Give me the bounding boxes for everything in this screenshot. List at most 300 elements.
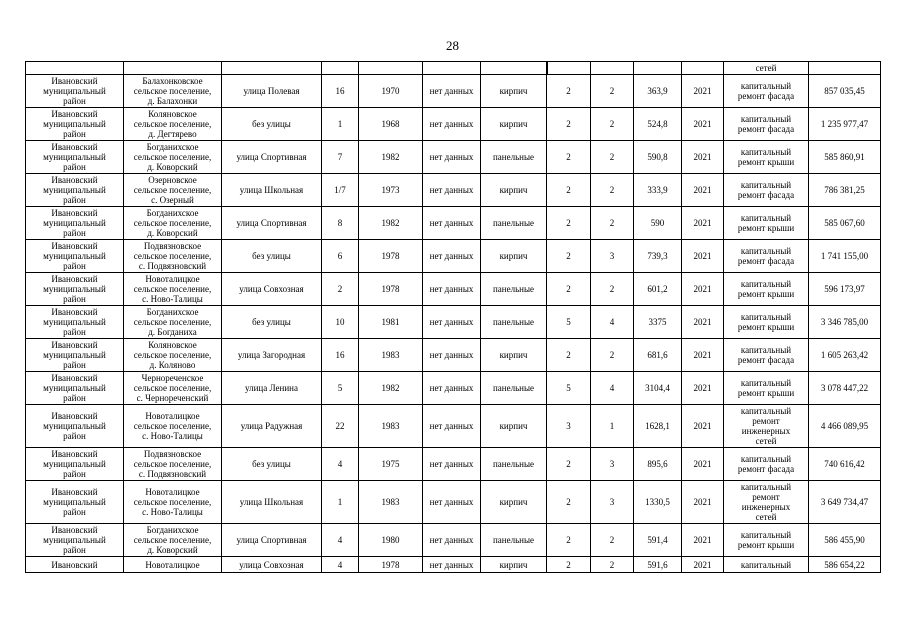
continuation-cell bbox=[481, 62, 547, 75]
street-text: без улицы bbox=[252, 459, 291, 469]
street-cell bbox=[222, 557, 322, 573]
wall-info-cell bbox=[423, 557, 481, 573]
settlement-text: Новоталицкое сельское поселение, с. Ново-Талицы bbox=[133, 487, 212, 517]
work-type-text: капитальный bbox=[740, 559, 792, 570]
wall-material-text: кирпич bbox=[499, 559, 528, 570]
municipality-cell bbox=[26, 524, 124, 557]
cost-cell bbox=[809, 524, 881, 557]
repair-year-cell bbox=[682, 108, 724, 141]
year-built-cell bbox=[359, 481, 423, 524]
year-built-cell bbox=[359, 372, 423, 405]
cost-text: 585 067,60 bbox=[824, 218, 865, 228]
work-type-text: капитальный ремонт крыши bbox=[737, 147, 795, 167]
settlement-cell bbox=[124, 273, 222, 306]
entrances-cell bbox=[591, 306, 634, 339]
work-type-text: капитальный ремонт фасада bbox=[737, 246, 795, 266]
cost-cell bbox=[809, 273, 881, 306]
house-number-cell bbox=[322, 557, 359, 573]
year-built-text: 1975 bbox=[381, 459, 400, 469]
street-text: улица Спортивная bbox=[236, 218, 307, 228]
wall-material-cell bbox=[481, 141, 547, 174]
house-number-text: 4 bbox=[337, 459, 343, 469]
table-row bbox=[26, 405, 881, 448]
entrances-text: 2 bbox=[609, 218, 615, 228]
year-built-text: 1983 bbox=[381, 421, 400, 431]
cost-cell bbox=[809, 339, 881, 372]
year-built-cell bbox=[359, 174, 423, 207]
year-built-cell bbox=[359, 75, 423, 108]
house-number-cell bbox=[322, 448, 359, 481]
street-cell bbox=[222, 372, 322, 405]
settlement-text: Богданихское сельское поселение, д. Коворский bbox=[133, 525, 212, 555]
work-type-cell bbox=[724, 75, 809, 108]
street-cell bbox=[222, 524, 322, 557]
area-cell bbox=[634, 207, 682, 240]
year-built-text: 1982 bbox=[381, 383, 400, 393]
year-built-cell bbox=[359, 339, 423, 372]
entrances-text: 2 bbox=[609, 119, 615, 129]
cost-cell bbox=[809, 481, 881, 524]
cost-text: 1 235 977,47 bbox=[820, 119, 869, 129]
wall-info-cell bbox=[423, 174, 481, 207]
area-text: 3375 bbox=[648, 317, 667, 327]
area-cell bbox=[634, 339, 682, 372]
wall-material-cell bbox=[481, 372, 547, 405]
wall-material-cell bbox=[481, 448, 547, 481]
floors-cell bbox=[547, 240, 591, 273]
settlement-text: Балахонковское сельское поселение, д. Балахонки bbox=[133, 76, 212, 106]
repair-year-cell bbox=[682, 481, 724, 524]
year-built-text: 1973 bbox=[381, 185, 400, 195]
page-number: 28 bbox=[446, 38, 459, 53]
wall-material-cell bbox=[481, 108, 547, 141]
floors-text: 2 bbox=[566, 152, 571, 162]
table-row bbox=[26, 174, 881, 207]
wall-material-text: панельные bbox=[492, 459, 535, 469]
house-number-text: 16 bbox=[335, 350, 345, 360]
floors-cell bbox=[547, 141, 591, 174]
street-cell bbox=[222, 141, 322, 174]
year-built-cell bbox=[359, 405, 423, 448]
continuation-cell bbox=[682, 62, 724, 75]
area-text: 681,6 bbox=[647, 350, 668, 360]
floors-text: 2 bbox=[566, 119, 571, 129]
house-number-cell bbox=[322, 273, 359, 306]
work-type-text: капитальный ремонт крыши bbox=[737, 378, 795, 398]
wall-material-cell bbox=[481, 240, 547, 273]
entrances-text: 2 bbox=[609, 152, 615, 162]
wall-material-text: кирпич bbox=[499, 185, 528, 195]
floors-cell bbox=[547, 405, 591, 448]
area-text: 333,9 bbox=[647, 185, 668, 195]
floors-cell bbox=[547, 306, 591, 339]
entrances-cell bbox=[591, 372, 634, 405]
municipality-text: Ивановский муниципальный район bbox=[43, 175, 106, 205]
area-text: 363,9 bbox=[647, 86, 668, 96]
cost-text: 1 741 155,00 bbox=[820, 251, 869, 261]
repair-year-text: 2021 bbox=[693, 497, 712, 507]
street-text: улица Загородная bbox=[237, 350, 306, 360]
wall-info-text: нет данных bbox=[429, 350, 474, 360]
area-cell bbox=[634, 75, 682, 108]
wall-material-cell bbox=[481, 273, 547, 306]
floors-cell bbox=[547, 75, 591, 108]
repair-year-cell bbox=[682, 372, 724, 405]
wall-info-text: нет данных bbox=[429, 459, 474, 469]
wall-material-text: кирпич bbox=[499, 350, 528, 360]
repair-year-text: 2021 bbox=[693, 284, 712, 294]
cost-cell bbox=[809, 174, 881, 207]
settlement-cell bbox=[124, 372, 222, 405]
table-row bbox=[26, 240, 881, 273]
street-text: без улицы bbox=[252, 317, 291, 327]
floors-text: 2 bbox=[566, 350, 571, 360]
floors-cell bbox=[547, 372, 591, 405]
wall-material-text: кирпич bbox=[499, 497, 528, 507]
entrances-cell bbox=[591, 273, 634, 306]
wall-material-text: кирпич bbox=[499, 86, 528, 96]
wall-material-cell bbox=[481, 405, 547, 448]
continuation-cell bbox=[548, 62, 591, 75]
area-cell bbox=[634, 174, 682, 207]
wall-info-text: нет данных bbox=[429, 497, 474, 507]
area-cell bbox=[634, 405, 682, 448]
settlement-cell bbox=[124, 557, 222, 573]
wall-material-text: панельные bbox=[492, 218, 535, 228]
area-text: 590,8 bbox=[647, 152, 668, 162]
street-text: улица Школьная bbox=[239, 185, 304, 195]
floors-text: 2 bbox=[566, 459, 571, 469]
house-number-cell bbox=[322, 306, 359, 339]
municipality-cell bbox=[26, 240, 124, 273]
table-row bbox=[26, 75, 881, 108]
work-type-cell bbox=[724, 557, 809, 573]
cost-cell bbox=[809, 207, 881, 240]
repair-year-text: 2021 bbox=[693, 119, 712, 129]
wall-material-cell bbox=[481, 524, 547, 557]
table-row bbox=[26, 141, 881, 174]
floors-text: 5 bbox=[566, 317, 571, 327]
floors-cell bbox=[547, 448, 591, 481]
house-number-text: 16 bbox=[335, 86, 345, 96]
entrances-cell bbox=[591, 141, 634, 174]
repair-year-cell bbox=[682, 273, 724, 306]
entrances-cell bbox=[591, 207, 634, 240]
entrances-text: 2 bbox=[609, 350, 615, 360]
housing-repair-table bbox=[25, 61, 881, 573]
street-text: улица Школьная bbox=[239, 497, 304, 507]
year-built-cell bbox=[359, 108, 423, 141]
year-built-cell bbox=[359, 207, 423, 240]
wall-info-text: нет данных bbox=[429, 152, 474, 162]
area-text: 601,2 bbox=[647, 284, 668, 294]
cost-cell bbox=[809, 405, 881, 448]
wall-info-text: нет данных bbox=[429, 284, 474, 294]
cost-text: 857 035,45 bbox=[824, 86, 865, 96]
entrances-cell bbox=[591, 240, 634, 273]
municipality-text: Ивановский bbox=[51, 559, 98, 570]
municipality-cell bbox=[26, 75, 124, 108]
work-type-cell bbox=[724, 141, 809, 174]
work-type-text: капитальный ремонт крыши bbox=[737, 312, 795, 332]
repair-year-text: 2021 bbox=[693, 350, 712, 360]
repair-year-text: 2021 bbox=[693, 251, 712, 261]
house-number-text: 8 bbox=[337, 218, 343, 228]
municipality-text: Ивановский муниципальный район bbox=[43, 274, 106, 304]
floors-text: 2 bbox=[566, 185, 571, 195]
year-built-text: 1980 bbox=[381, 535, 400, 545]
continuation-cell bbox=[322, 62, 359, 75]
cost-cell bbox=[809, 108, 881, 141]
house-number-cell bbox=[322, 339, 359, 372]
cost-text: 3 078 447,22 bbox=[820, 383, 869, 393]
wall-info-cell bbox=[423, 108, 481, 141]
settlement-text: Подвязновское сельское поселение, с. Подвязновский bbox=[133, 241, 212, 271]
entrances-cell bbox=[591, 524, 634, 557]
floors-text: 2 bbox=[566, 218, 571, 228]
settlement-cell bbox=[124, 174, 222, 207]
work-type-cell bbox=[724, 306, 809, 339]
house-number-text: 6 bbox=[337, 251, 343, 261]
wall-material-text: панельные bbox=[492, 383, 535, 393]
settlement-cell bbox=[124, 306, 222, 339]
table-row bbox=[26, 448, 881, 481]
wall-info-text: нет данных bbox=[429, 383, 474, 393]
floors-cell bbox=[547, 557, 591, 573]
repair-year-text: 2021 bbox=[693, 218, 712, 228]
floors-cell bbox=[547, 481, 591, 524]
wall-info-cell bbox=[423, 141, 481, 174]
wall-info-cell bbox=[423, 240, 481, 273]
settlement-text: Богданихское сельское поселение, д. Коворский bbox=[133, 142, 212, 172]
street-text: улица Совхозная bbox=[239, 284, 304, 294]
floors-text: 5 bbox=[566, 383, 571, 393]
continuation-cell bbox=[359, 62, 423, 75]
municipality-text: Ивановский муниципальный район bbox=[43, 241, 106, 271]
wall-material-cell bbox=[481, 557, 547, 573]
house-number-cell bbox=[322, 108, 359, 141]
wall-material-text: панельные bbox=[492, 284, 535, 294]
work-type-cell bbox=[724, 448, 809, 481]
municipality-text: Ивановский муниципальный район bbox=[43, 487, 106, 517]
wall-info-cell bbox=[423, 339, 481, 372]
house-number-text: 1 bbox=[337, 497, 343, 507]
house-number-cell bbox=[322, 141, 359, 174]
wall-info-text: нет данных bbox=[429, 559, 474, 570]
wall-material-cell bbox=[481, 75, 547, 108]
year-built-text: 1978 bbox=[381, 251, 400, 261]
year-built-cell bbox=[359, 557, 423, 573]
cost-cell bbox=[809, 448, 881, 481]
municipality-text: Ивановский муниципальный район bbox=[43, 373, 106, 403]
settlement-cell bbox=[124, 141, 222, 174]
house-number-text: 7 bbox=[337, 152, 343, 162]
entrances-text: 2 bbox=[609, 535, 615, 545]
settlement-text: Коляновское сельское поселение, д. Коляново bbox=[133, 340, 212, 370]
house-number-cell bbox=[322, 405, 359, 448]
wall-info-text: нет данных bbox=[429, 317, 474, 327]
area-cell bbox=[634, 141, 682, 174]
wall-info-text: нет данных bbox=[429, 535, 474, 545]
work-type-text: капитальный ремонт крыши bbox=[737, 530, 795, 550]
repair-year-text: 2021 bbox=[693, 86, 712, 96]
year-built-cell bbox=[359, 141, 423, 174]
wall-info-cell bbox=[423, 306, 481, 339]
settlement-cell bbox=[124, 207, 222, 240]
street-cell bbox=[222, 207, 322, 240]
settlement-text: Озерновское сельское поселение, с. Озерный bbox=[133, 175, 212, 205]
wall-info-cell bbox=[423, 481, 481, 524]
work-type-cell bbox=[724, 405, 809, 448]
year-built-cell bbox=[359, 273, 423, 306]
municipality-text: Ивановский муниципальный район bbox=[43, 449, 106, 479]
repair-year-text: 2021 bbox=[693, 383, 712, 393]
repair-year-text: 2021 bbox=[693, 152, 712, 162]
table-row bbox=[26, 339, 881, 372]
repair-year-cell bbox=[682, 524, 724, 557]
table-row-continuation bbox=[26, 62, 881, 75]
area-text: 895,6 bbox=[647, 459, 668, 469]
entrances-cell bbox=[591, 75, 634, 108]
work-type-cell bbox=[724, 240, 809, 273]
work-type-text: капитальный ремонт фасада bbox=[737, 454, 795, 474]
continuation-cell bbox=[724, 62, 809, 75]
work-type-text: капитальный ремонт фасада bbox=[737, 345, 795, 365]
cost-cell bbox=[809, 372, 881, 405]
area-text: 1628,1 bbox=[645, 421, 670, 431]
settlement-text: Новоталицкое bbox=[145, 559, 200, 570]
floors-text: 2 bbox=[566, 284, 571, 294]
entrances-text: 4 bbox=[609, 383, 615, 393]
area-text: 3104,4 bbox=[645, 383, 670, 393]
cost-text: 1 605 263,42 bbox=[820, 350, 869, 360]
municipality-text: Ивановский муниципальный район bbox=[43, 109, 106, 139]
floors-text: 2 bbox=[566, 559, 571, 570]
year-built-cell bbox=[359, 306, 423, 339]
repair-year-cell bbox=[682, 240, 724, 273]
street-text: улица Спортивная bbox=[236, 535, 307, 545]
settlement-cell bbox=[124, 75, 222, 108]
floors-cell bbox=[547, 174, 591, 207]
street-cell bbox=[222, 174, 322, 207]
work-type-cell bbox=[724, 207, 809, 240]
municipality-cell bbox=[26, 372, 124, 405]
settlement-text: Новоталицкое сельское поселение, с. Ново-Талицы bbox=[133, 411, 212, 441]
municipality-cell bbox=[26, 557, 124, 573]
cost-text: 596 173,97 bbox=[824, 284, 865, 294]
area-cell bbox=[634, 240, 682, 273]
wall-info-cell bbox=[423, 405, 481, 448]
repair-year-cell bbox=[682, 557, 724, 573]
repair-year-cell bbox=[682, 448, 724, 481]
entrances-text: 3 bbox=[609, 251, 615, 261]
cost-cell bbox=[809, 141, 881, 174]
entrances-text: 3 bbox=[609, 497, 615, 507]
municipality-text: Ивановский муниципальный район bbox=[43, 525, 106, 555]
floors-text: 2 bbox=[566, 86, 571, 96]
settlement-cell bbox=[124, 339, 222, 372]
cost-text: 786 381,25 bbox=[824, 185, 865, 195]
settlement-text: Чернореченское сельское поселение, с. Чернореченский bbox=[133, 373, 212, 403]
municipality-text: Ивановский муниципальный район bbox=[43, 340, 106, 370]
entrances-cell bbox=[591, 339, 634, 372]
municipality-cell bbox=[26, 108, 124, 141]
house-number-cell bbox=[322, 372, 359, 405]
wall-info-text: нет данных bbox=[429, 119, 474, 129]
area-cell bbox=[634, 524, 682, 557]
wall-info-text: нет данных bbox=[429, 218, 474, 228]
year-built-text: 1970 bbox=[381, 86, 400, 96]
wall-material-cell bbox=[481, 174, 547, 207]
repair-year-cell bbox=[682, 405, 724, 448]
table-row bbox=[26, 372, 881, 405]
street-cell bbox=[222, 108, 322, 141]
street-text: улица Совхозная bbox=[239, 559, 304, 570]
wall-material-cell bbox=[481, 207, 547, 240]
floors-cell bbox=[547, 207, 591, 240]
entrances-cell bbox=[591, 405, 634, 448]
year-built-cell bbox=[359, 524, 423, 557]
house-number-cell bbox=[322, 240, 359, 273]
work-type-cell bbox=[724, 273, 809, 306]
settlement-cell bbox=[124, 448, 222, 481]
settlement-cell bbox=[124, 481, 222, 524]
street-text: улица Радужная bbox=[240, 421, 303, 431]
house-number-cell bbox=[322, 174, 359, 207]
municipality-cell bbox=[26, 339, 124, 372]
house-number-text: 1/7 bbox=[334, 185, 346, 195]
cell-text: сетей bbox=[755, 63, 777, 73]
work-type-text: капитальный ремонт инженерных сетей bbox=[740, 406, 792, 446]
municipality-text: Ивановский муниципальный район bbox=[43, 142, 106, 172]
continuation-cell bbox=[591, 62, 634, 75]
work-type-text: капитальный ремонт крыши bbox=[737, 279, 795, 299]
area-cell bbox=[634, 481, 682, 524]
wall-info-cell bbox=[423, 448, 481, 481]
work-type-cell bbox=[724, 108, 809, 141]
area-text: 1330,5 bbox=[645, 497, 670, 507]
entrances-text: 1 bbox=[609, 421, 615, 431]
cost-text: 740 616,42 bbox=[824, 459, 865, 469]
repair-year-cell bbox=[682, 174, 724, 207]
street-cell bbox=[222, 306, 322, 339]
table-row bbox=[26, 273, 881, 306]
wall-info-text: нет данных bbox=[429, 86, 474, 96]
wall-material-text: панельные bbox=[492, 152, 535, 162]
year-built-text: 1978 bbox=[381, 284, 400, 294]
street-text: улица Спортивная bbox=[236, 152, 307, 162]
table-row bbox=[26, 306, 881, 339]
repair-year-cell bbox=[682, 75, 724, 108]
table-row bbox=[26, 481, 881, 524]
street-text: без улицы bbox=[252, 251, 291, 261]
area-cell bbox=[634, 557, 682, 573]
entrances-text: 2 bbox=[609, 185, 615, 195]
year-built-text: 1983 bbox=[381, 350, 400, 360]
settlement-text: Подвязновское сельское поселение, с. Подвязновский bbox=[133, 449, 212, 479]
year-built-text: 1982 bbox=[381, 152, 400, 162]
year-built-text: 1968 bbox=[381, 119, 400, 129]
wall-info-text: нет данных bbox=[429, 185, 474, 195]
work-type-text: капитальный ремонт крыши bbox=[737, 213, 795, 233]
cost-text: 3 346 785,00 bbox=[820, 317, 869, 327]
floors-text: 2 bbox=[566, 497, 571, 507]
area-text: 591,4 bbox=[647, 535, 668, 545]
repair-year-text: 2021 bbox=[693, 317, 712, 327]
house-number-cell bbox=[322, 207, 359, 240]
work-type-cell bbox=[724, 372, 809, 405]
municipality-cell bbox=[26, 141, 124, 174]
